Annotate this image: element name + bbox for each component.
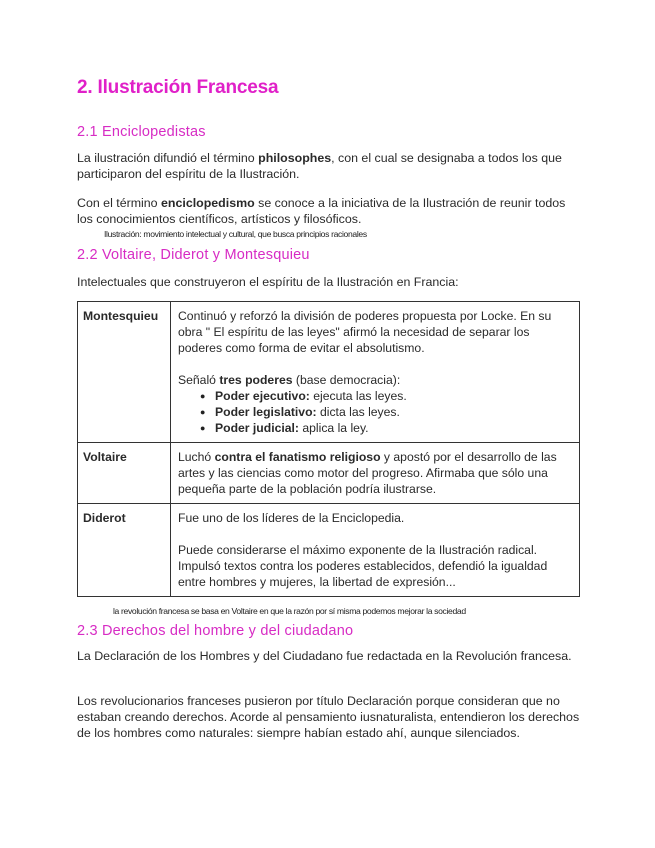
philosophers-table [77,301,580,597]
text-run: Señaló [178,373,220,387]
section-heading-enciclopedistas: 2.1 Enciclopedistas [77,124,206,140]
philosopher-name: Montesquieu [78,302,171,443]
table-row [78,302,580,443]
cell-paragraph: Continuó y reforzó la división de poderes propuesta por Locke. En su obra " El espíritu de las leyes" afirmó la necesidad de separar los poderes como forma de evitar el absolutismo. [178,309,552,355]
paragraph-revolucionarios: Los revolucionarios franceses pusieron por título Declaración porque consideran que no estaban creando derechos. Acorde al pensamiento iusnaturalista, entendieron los derechos de los hombres como naturales: siempre habían estado ahí, aunque silenciados. [77,694,580,740]
page-title: 2. Ilustración Francesa [77,77,279,98]
paragraph-enciclopedismo [77,195,582,227]
powers-list [178,388,573,436]
cell-paragraph [178,449,573,497]
bold-term: enciclopedismo [161,196,255,210]
text-run: aplica la ley. [298,421,369,435]
philosopher-name: Voltaire [78,443,171,504]
text-run: y apostó por el desarrollo de las artes y las ciencias como motor del progreso. Afirmaba que sólo una pequeña parte de la población podría ilustrarse. [178,450,557,496]
bold-term: Poder ejecutivo: [215,389,310,403]
philosopher-description [171,504,580,597]
paragraph-declaracion: La Declaración de los Hombres y del Ciudadano fue redactada en la Revolución francesa. [77,649,572,663]
bold-term: Poder legislativo: [215,405,317,419]
table-row [78,443,580,504]
list-item [200,388,573,404]
list-item [200,404,573,420]
paragraph-intro-intelectuales: Intelectuales que construyeron el espíritu de la Ilustración en Francia: [77,275,459,289]
text-run: se conoce a la iniciativa de la Ilustración de reunir todos los conocimientos científicos, artísticos y filosóficos. [77,196,566,226]
bold-term: tres poderes [219,373,293,387]
philosopher-description [171,443,580,504]
text-run: (base democracia): [292,373,401,387]
philosopher-description [171,302,580,443]
handwritten-note-ilustracion: Ilustración: movimiento intelectual y cultural, que busca principios racionales [104,229,367,239]
bold-term: philosophes [258,151,332,165]
list-item [200,420,573,436]
philosopher-name: Diderot [78,504,171,597]
cell-paragraph [178,372,573,388]
bold-term: contra el fanatismo religioso [214,450,381,464]
table-row [78,504,580,597]
text-run: Con el término [77,196,162,210]
cell-paragraph: Fue uno de los líderes de la Enciclopedia. [178,511,405,525]
paragraph-philosophes [77,150,582,182]
text-run: , con el cual se designaba a todos los que participaron del espíritu de la Ilustración. [77,151,562,181]
text-run: Luchó [178,450,215,464]
section-heading-voltaire-diderot-montesquieu: 2.2 Voltaire, Diderot y Montesquieu [77,247,310,263]
section-heading-derechos: 2.3 Derechos del hombre y del ciudadano [77,623,354,639]
text-run: ejecuta las leyes. [309,389,407,403]
bold-term: Poder judicial: [215,421,299,435]
text-run: La ilustración difundió el término [77,151,259,165]
cell-paragraph: Puede considerarse el máximo exponente de la Ilustración radical. Impulsó textos contra los poderes establecidos, defendió la igualdad entre hombres y mujeres, la libertad de expresión... [178,543,548,589]
text-run: dicta las leyes. [316,405,400,419]
handwritten-note-revolucion: la revolución francesa se basa en Voltaire en que la razón por sí misma podemos mejorar la sociedad [113,606,466,616]
